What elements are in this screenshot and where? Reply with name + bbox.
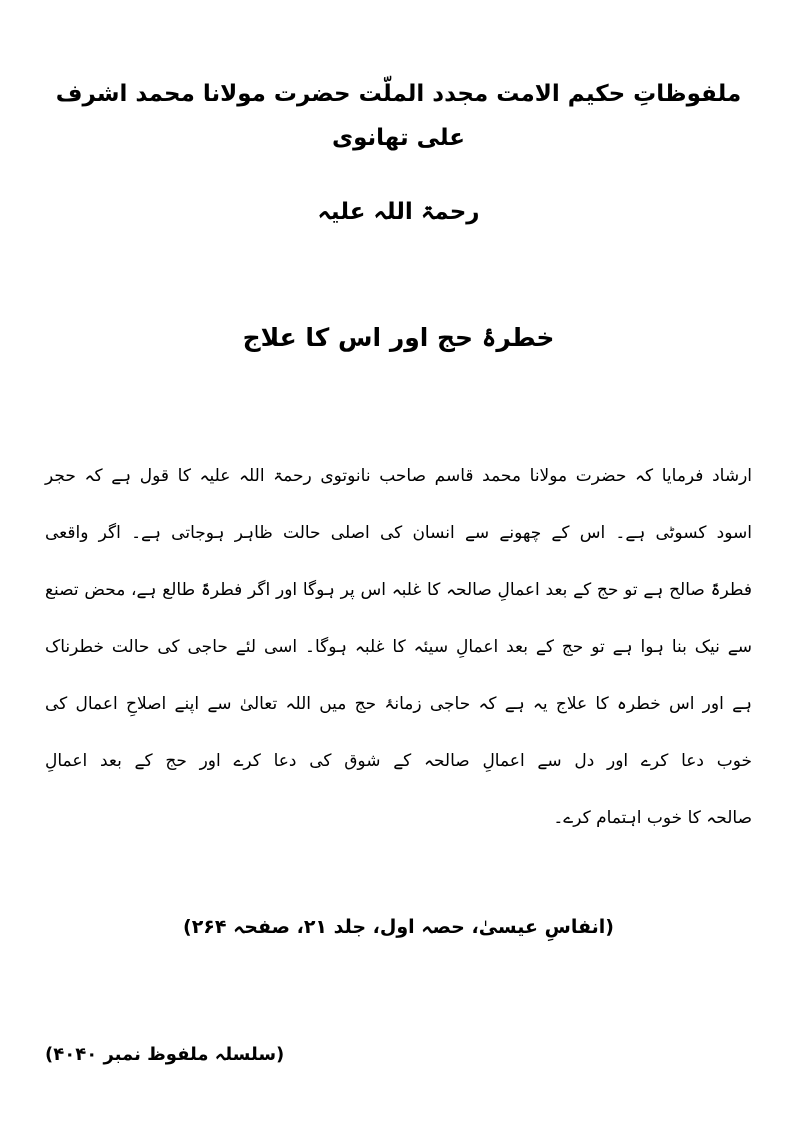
body-line: ارشاد فرمایا کہ حضرت مولانا محمد قاسم صاحب نانوتوی رحمۃ اللہ علیہ کا قول ہے کہ حجر — [45, 466, 752, 486]
section-heading: خطرۂ حج اور اس کا علاج — [242, 323, 555, 352]
series-number: (سلسلہ ملفوظ نمبر ۴۰۴۰) — [45, 1044, 285, 1065]
document-title-line-1: ملفوظاتِ حکیم الامت مجدد الملّت حضرت مولانا محمد اشرف علی تھانوی — [55, 81, 742, 151]
source-reference: (انفاسِ عیسیٰ، حصہ اول، جلد ۲۱، صفحہ ۲۶۴) — [183, 916, 614, 938]
body-line: فطرۃً صالح ہے تو حج کے بعد اعمالِ صالحہ کا غلبہ اس پر ہوگا اور اگر فطرۃً طالع ہے، محض تصنع — [45, 580, 752, 600]
body-line: خوب دعا کرے اور دل سے اعمالِ صالحہ کے شوق کی دعا کرے اور حج کے بعد اعمالِ — [45, 751, 752, 771]
body-line: ہے اور اس خطرہ کا علاج یہ ہے کہ حاجی زمانۂ حج میں اللہ تعالیٰ سے اپنے اصلاحِ اعمال کی — [45, 694, 752, 714]
series-number-row — [45, 1037, 752, 1073]
document-title-line-2: رحمۃ اللہ علیہ — [317, 199, 480, 225]
body-line: صالحہ کا خوب اہتمام کرے۔ — [553, 808, 752, 828]
body-line: اسود کسوٹی ہے۔ اس کے چھونے سے انسان کی اصلی حالت ظاہر ہوجاتی ہے۔ اگر واقعی — [45, 523, 752, 543]
body-line: سے نیک بنا ہوا ہے تو حج کے بعد اعمالِ سیئہ کا غلبہ ہوگا۔ اسی لئے حاجی کی حالت خطرناک — [45, 637, 752, 657]
body-paragraph — [45, 448, 752, 847]
